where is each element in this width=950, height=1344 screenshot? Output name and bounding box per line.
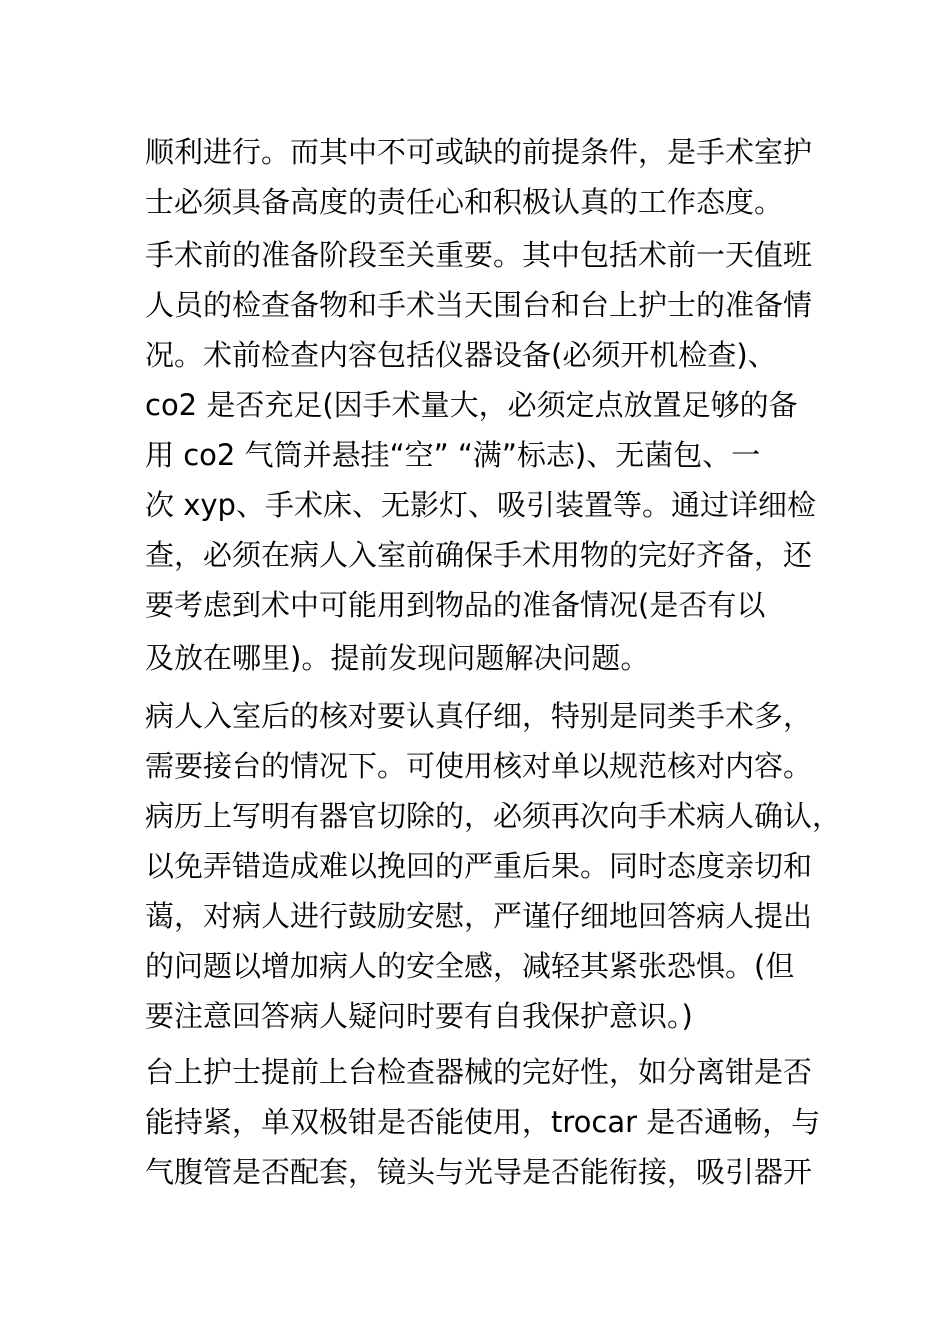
paragraph-2-line-6: 次 xyp、手术床、无影灯、吸引装置等。通过详细检 [145,488,816,522]
paragraph-2-line-5: 用 co2 气筒并悬挂“空” “满”标志)、无菌包、一 [145,438,761,472]
paragraph-3-line-5: 蔼，对病人进行鼓励安慰，严谨仔细地回答病人提出 [145,899,813,933]
paragraph-2-line-1: 手术前的准备阶段至关重要。其中包括术前一天值班 [145,238,813,272]
paragraph-2-line-9: 及放在哪里)。提前发现问题解决问题。 [145,641,650,675]
paragraph-3-line-4: 以免弄错造成难以挽回的严重后果。同时态度亲切和 [145,849,813,883]
paragraph-3-line-2: 需要接台的情况下。可使用核对单以规范核对内容。 [145,749,813,783]
paragraph-2-line-4: co2 是否充足(因手术量大，必须定点放置足够的备 [145,388,798,422]
paragraph-3-line-7: 要注意回答病人疑问时要有自我保护意识。) [145,999,693,1033]
paragraph-2-line-2: 人员的检查备物和手术当天围台和台上护士的准备情 [145,288,813,322]
paragraph-3-line-3: 病历上写明有器官切除的，必须再次向手术病人确认， [145,799,842,833]
paragraph-4-line-3: 气腹管是否配套，镜头与光导是否能衔接，吸引器开 [145,1155,813,1189]
paragraph-1-line-2: 士必须具备高度的责任心和积极认真的工作态度。 [145,185,784,219]
paragraph-2-line-7: 查，必须在病人入室前确保手术用物的完好齐备，还 [145,538,813,572]
paragraph-2-line-3: 况。术前检查内容包括仪器设备(必须开机检查)、 [145,338,777,372]
paragraph-1-line-1: 顺利进行。而其中不可或缺的前提条件，是手术室护 [145,135,813,169]
paragraph-4-line-1: 台上护士提前上台检查器械的完好性，如分离钳是否 [145,1055,813,1089]
paragraph-3-line-6: 的问题以增加病人的安全感，减轻其紧张恐惧。(但 [145,949,795,983]
paragraph-2-line-8: 要考虑到术中可能用到物品的准备情况(是否有以 [145,588,766,622]
paragraph-4-line-2: 能持紧，单双极钳是否能使用，trocar 是否通畅，与 [145,1105,821,1139]
paragraph-3-line-1: 病人入室后的核对要认真仔细，特别是同类手术多， [145,699,813,733]
